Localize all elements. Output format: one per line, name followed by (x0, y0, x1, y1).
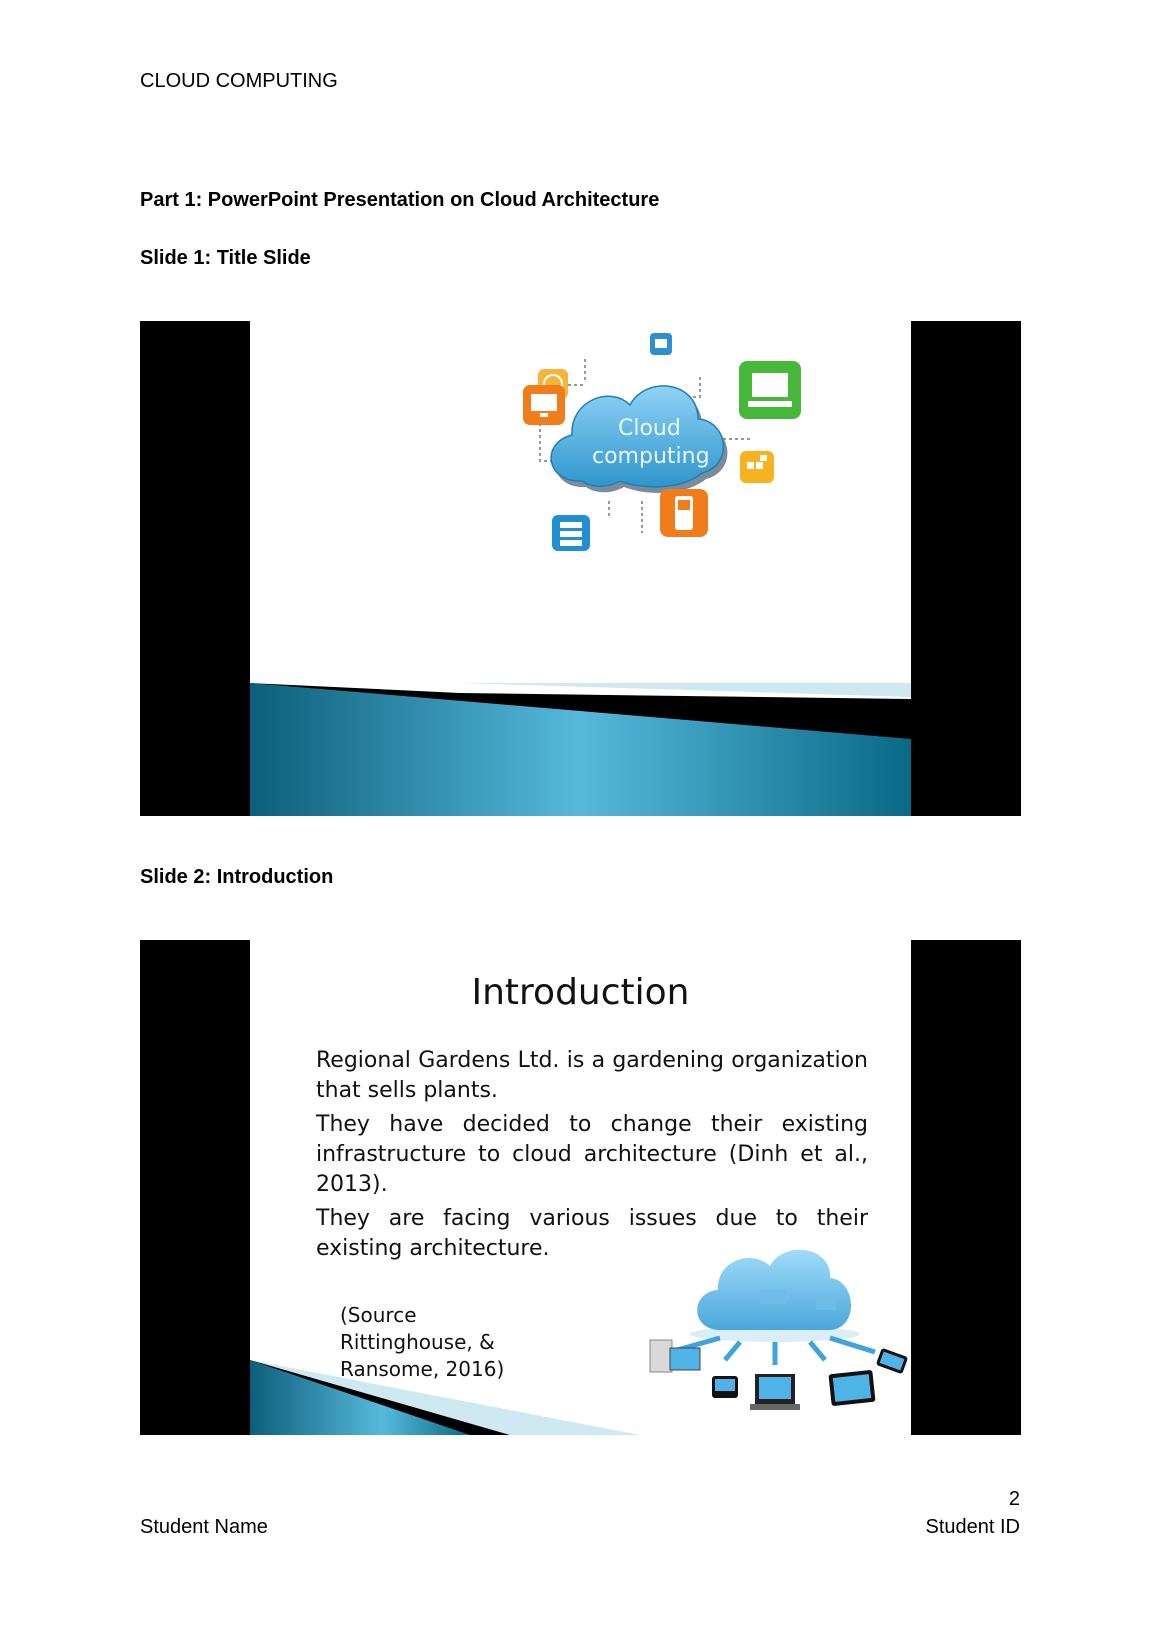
slide-1-canvas (250, 321, 911, 816)
slide-2-canvas (250, 940, 911, 1435)
apps-icon (740, 451, 774, 483)
slide-2-source (340, 1302, 540, 1383)
student-name: Student Name (140, 1516, 268, 1538)
slide2-heading: Slide 2: Introduction (140, 866, 334, 888)
cloud-icon (551, 386, 727, 493)
slide-2-body (316, 1046, 868, 1268)
intro-paragraph-3: They are facing various issues due to their existing architecture. (316, 1206, 868, 1261)
mail-icon (650, 333, 672, 355)
slide-1-graphic (250, 321, 911, 816)
page-number: 2 (1008, 1488, 1020, 1510)
running-head: CLOUD COMPUTING (140, 70, 338, 92)
intro-paragraph-2: They have decided to change their existing infrastructure to cloud architecture (Dinh et al., 2013). (316, 1112, 868, 1197)
source-line-2: Rittinghouse, & (340, 1330, 495, 1354)
part-heading: Part 1: PowerPoint Presentation on Cloud Architecture (140, 189, 660, 211)
source-line-1: (Source (340, 1303, 417, 1327)
student-id: Student ID (925, 1516, 1020, 1538)
cloud-network-icon (650, 1250, 908, 1410)
slide-2-image (140, 940, 1021, 1435)
server-icon (552, 515, 590, 551)
slide-2-title: Introduction (471, 972, 690, 1013)
slide-1-image (140, 321, 1021, 816)
cloud-label-1: Cloud (618, 416, 681, 441)
cloud-label-2: computing (592, 444, 710, 469)
phone-icon (660, 489, 708, 537)
monitor-icon (523, 385, 565, 425)
intro-paragraph-1: Regional Gardens Ltd. is a gardening organization that sells plants. (316, 1048, 868, 1103)
laptop-icon (739, 361, 801, 419)
slide1-heading: Slide 1: Title Slide (140, 247, 311, 269)
source-line-3: Ransome, 2016) (340, 1357, 505, 1381)
